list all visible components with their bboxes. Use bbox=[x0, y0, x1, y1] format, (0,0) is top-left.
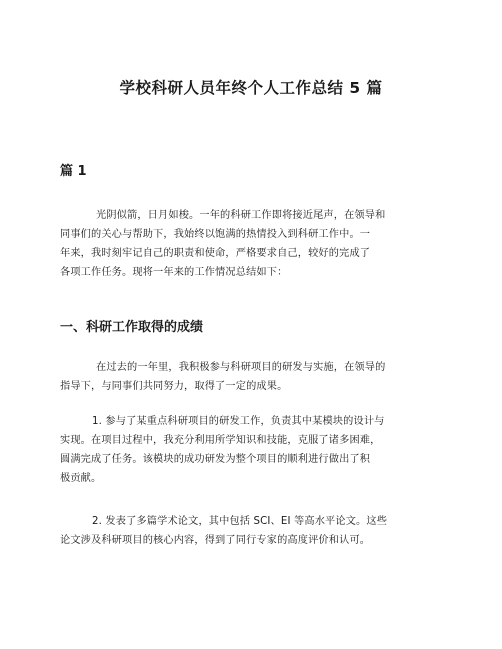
list-item bbox=[60, 412, 450, 488]
paragraph-line: 论文涉及科研项目的核心内容，得到了同行专家的高度评价和认可。 bbox=[60, 535, 371, 546]
intro-paragraph bbox=[60, 206, 450, 282]
paragraph-line: 指导下，与同事们共同努力，取得了一定的成果。 bbox=[60, 381, 288, 392]
paragraph-line: 在过去的一年里，我积极参与科研项目的研发与实施，在领导的 bbox=[96, 362, 386, 373]
paragraph-line: 各项工作任务。现将一年来的工作情况总结如下： bbox=[60, 267, 288, 278]
paragraph-line: 1. 参与了某重点科研项目的研发工作，负责其中某模块的设计与 bbox=[92, 416, 385, 427]
paragraph-line: 同事们的关心与帮助下，我始终以饱满的热情投入到科研工作中。一 bbox=[60, 229, 371, 240]
document-title: 学校科研人员年终个人工作总结 5 篇 bbox=[119, 79, 383, 97]
paragraph-line: 极贡献。 bbox=[60, 473, 102, 484]
section-intro-paragraph bbox=[60, 358, 450, 396]
list-item bbox=[60, 512, 450, 550]
paragraph-line: 年来，我时刻牢记自己的职责和使命，严格要求自己，较好的完成了 bbox=[60, 248, 371, 259]
paragraph-line: 实现。在项目过程中，我充分利用所学知识和技能，克服了诸多困难， bbox=[60, 435, 381, 446]
section-heading: 一、科研工作取得的成绩 bbox=[60, 320, 204, 335]
paragraph-line: 光阴似箭，日月如梭。一年的科研工作即将接近尾声，在领导和 bbox=[96, 210, 386, 221]
paragraph-line: 圆满完成了任务。该模块的成功研发为整个项目的顺利进行做出了积 bbox=[60, 454, 371, 465]
part-heading: 篇 1 bbox=[60, 164, 87, 179]
paragraph-line: 2. 发表了多篇学术论文，其中包括 SCI、EI 等高水平论文。这些 bbox=[92, 516, 388, 527]
